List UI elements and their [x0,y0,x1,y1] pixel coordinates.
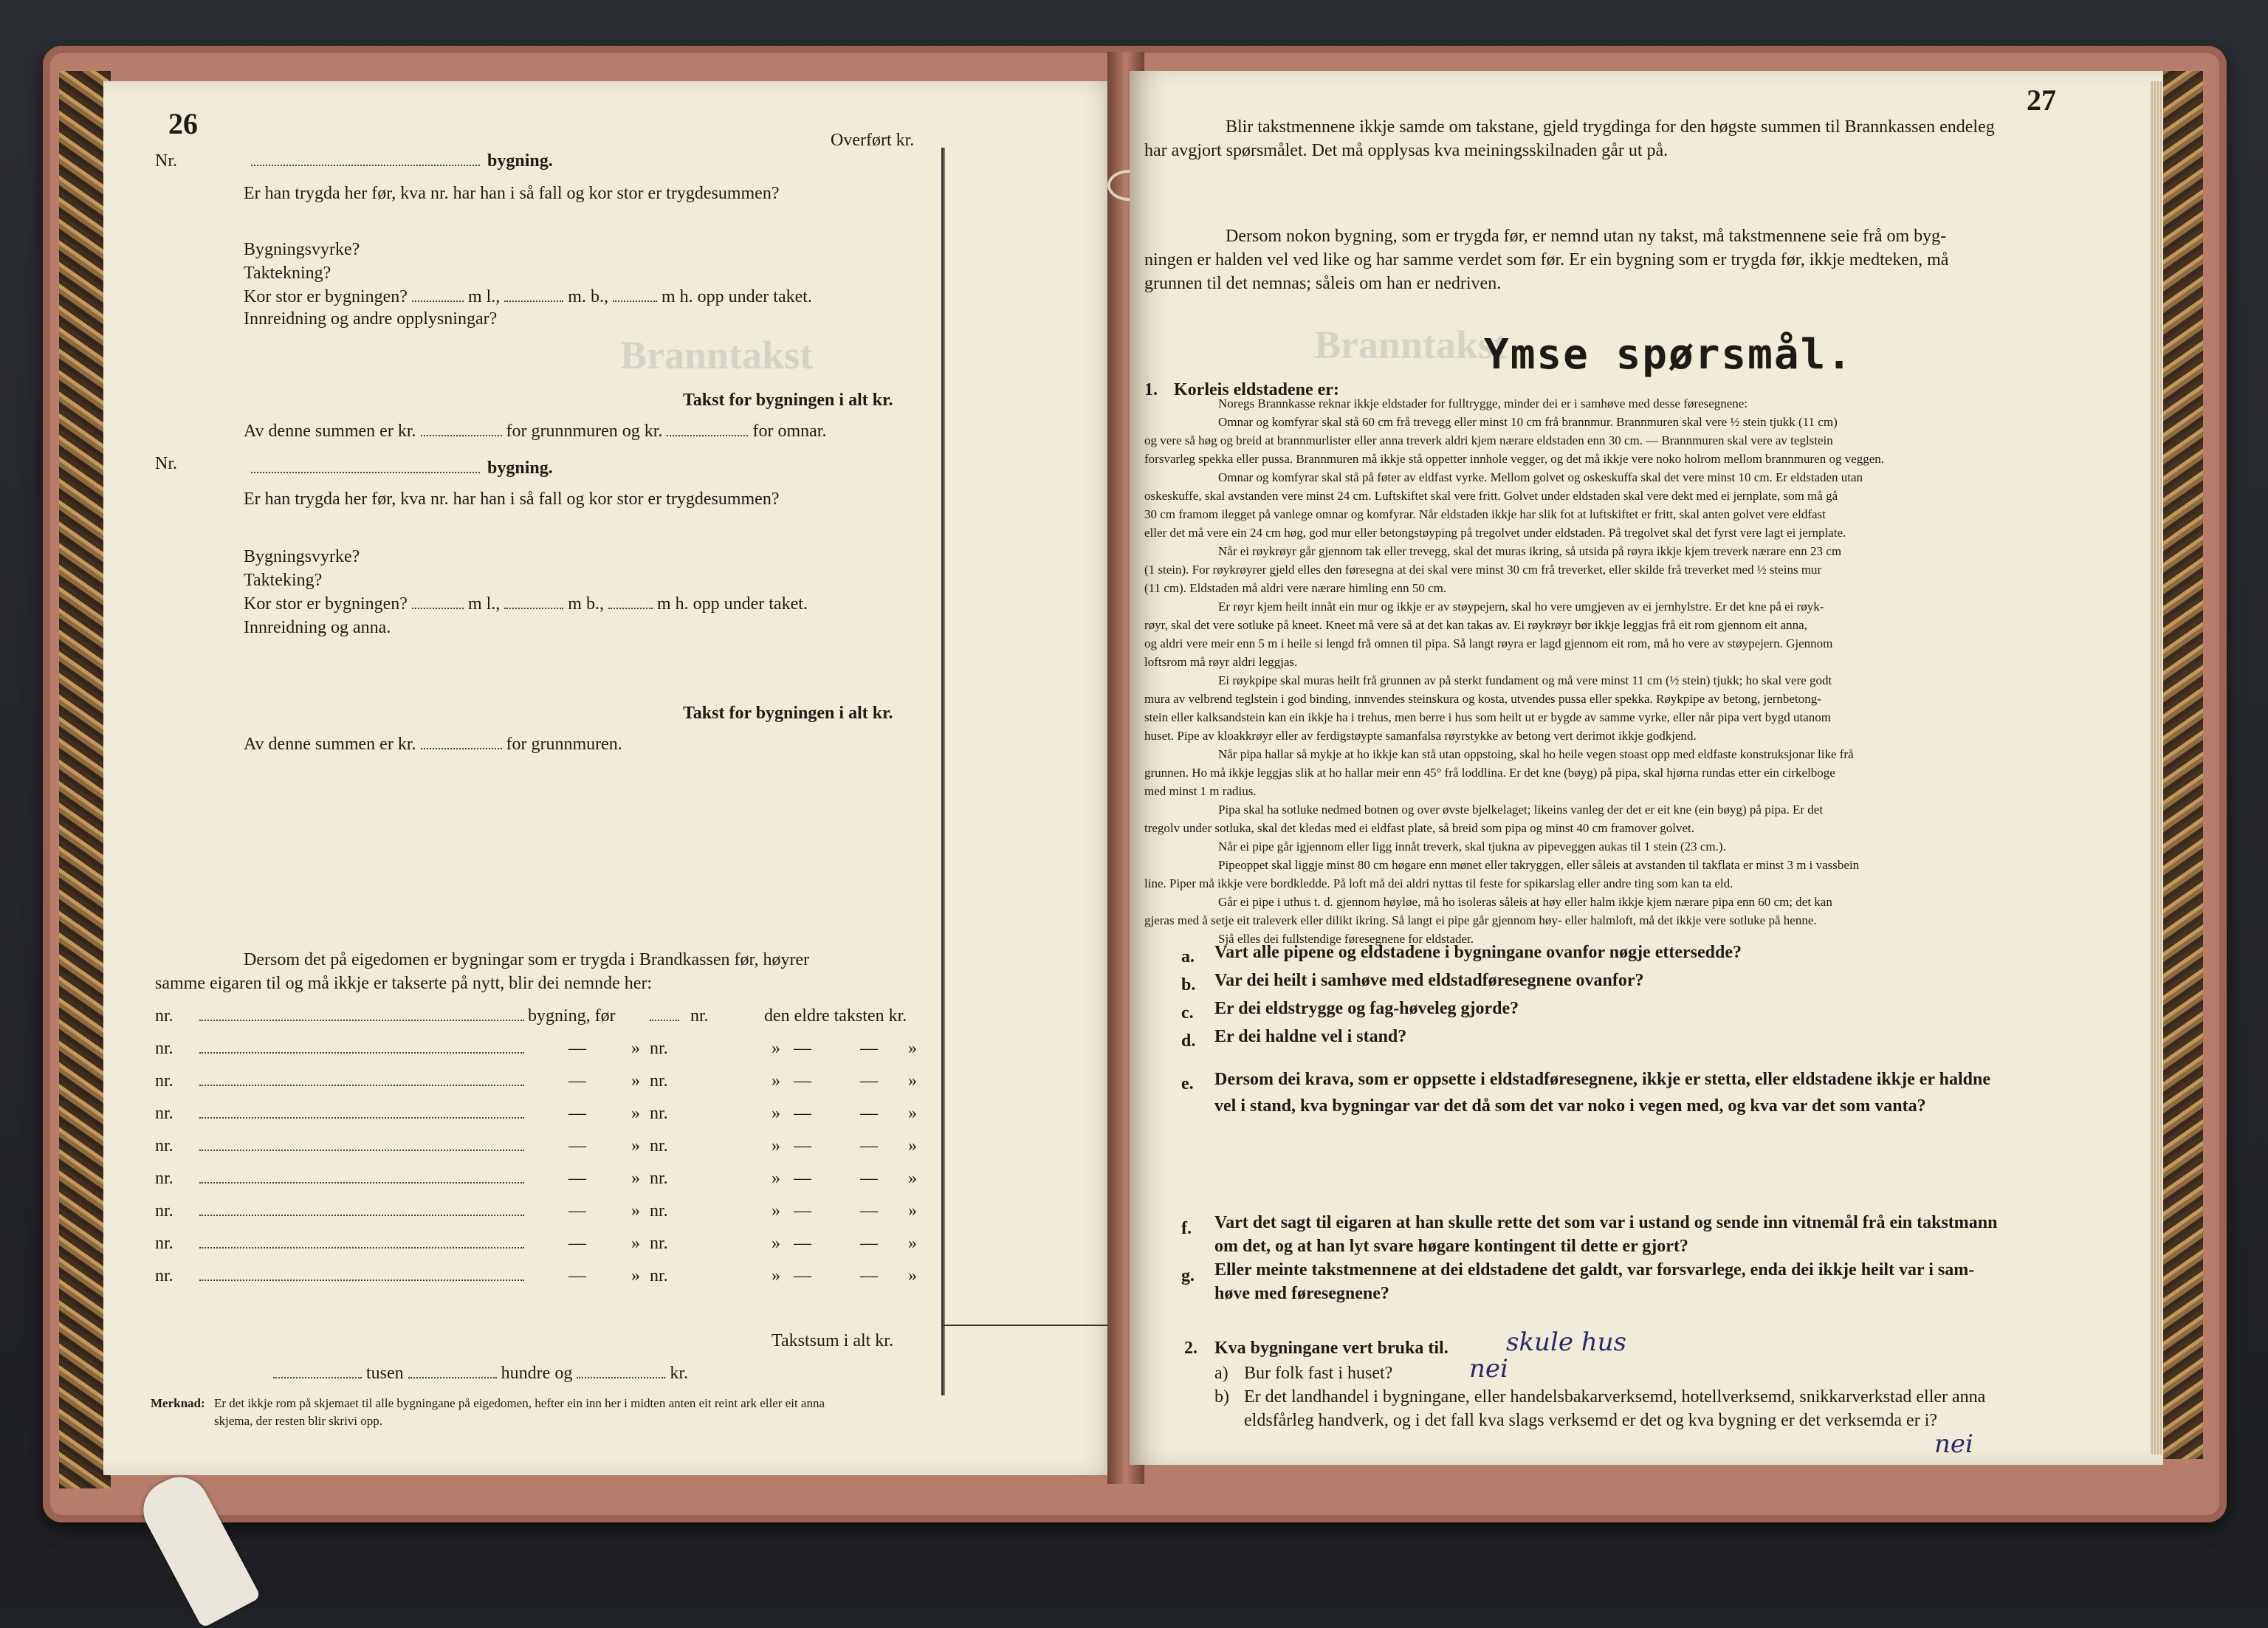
table-row-quote-3: » [908,1136,917,1155]
kor-stor-row-1 [244,286,812,307]
question-label: c. [1181,1003,1194,1023]
table-row-quote-3: » [908,1169,917,1188]
rule-line: og vere så høg og breid at brannmurlister eller anna treverk aldri kjem nærare eldstaden enn 30 cm. — Brannmuren skal vere av teglstein [1144,433,1833,447]
innreidning-label-1: Innreidning og andre opplysningar? [244,309,498,329]
height-field-2[interactable] [608,608,653,609]
rule-line: grunnen. Ho må ikkje leggjas slik at ho hallar meir enn 45° frå loddlina. Er det kne (bøyg) på pipa, skal hjørna rundas etter ein cirkelboge [1144,766,1835,780]
rule-line: huset. Pipe av kloakkrøyr eller av ferdigstøypte samanfalsa røyrstykke av betong vert derimot ikkje godkjend. [1144,729,1697,743]
table-row-dash: — [568,1234,586,1253]
table-row-quote-2: » [772,1234,780,1253]
table-row-dash-2: — [794,1201,811,1220]
table-row-quote-3: » [908,1201,917,1220]
f-text-1: Vart det sagt til eigaren at han skulle rette det som var i ustand og sende inn vitnemål frå ein takstmann [1214,1213,1998,1232]
bygningsvyrke-label-1: Bygningsvyrke? [244,240,360,259]
rule-line: og aldri vere meir enn 5 m i heile si lengd frå omnen til pipa. Så langt røyra er lagd gjennom eit rom, må ho vere av støypejern. Gjennom [1144,636,1833,650]
table-row-nr2: nr. [650,1169,668,1188]
question-label: b. [1181,975,1196,995]
table-row-quote-3: » [908,1039,917,1058]
table-row-nr: nr. [155,1201,173,1220]
av-denne-row-2: Av denne summen er kr. for grunnmuren. [244,735,622,754]
q2b-text-1: Er det landhandel i bygningane, eller handelsbakarverksemd, hotellverksemd, snikkarverkstad eller anna [1244,1387,1986,1407]
table-row-quote-2: » [772,1169,780,1188]
table-row-dash: — [568,1201,586,1220]
merknad-text-2: skjema, der resten blir skrivi opp. [214,1414,383,1428]
right-page: Branntakst 27 Blir takstmennene ikkje samde om takstane, gjeld trygdinga for den høgste summen til Brannkassen endeleg har avgjort spørsmålet. Det må opplysas kva meiningsskilnaden går ut på. Dersom nokon bygning, som er trygda før, er nemnd utan ny takst, må takstmennene seie frå om byg- ningen er halden vel ved like og har samme verdet som før. Er ein bygning som er trygda før, ikkje medteken, må grunnen til det nemnas; såleis om han er nedriven. Ymse spørsmål. 1. Korleis eldstadene er: f. Vart det sagt til eigaren at han skulle rette det som var i ustand og sende inn vitnemål frå ein takstmann om det, og at han lyt svare høgare kontingent til dette er gjort? g. Eller meinte takstmennene at dei eldstadene det galdt, var forsvarlege, enda dei ikkje heilt var i sam- høve med føresegnene? 2. Kva bygningane vert bruka til. skule hus a) Bur folk fast i huset? nei b) Er det landhandel i bygningane, eller handelsbakarverksemd, hotellverksemd, snikkarverkstad eller anna eldsfårleg handverk, og i det fall kva slags verksemd er det og kva bygning er det verksemda er i? nei Noregs Brannkasse reknar ikkje eldstader for fulltrygge, minder dei er i samhøve med desse føresegnene: Omnar og komfyrar skal stå 60 cm frå trevegg eller minst 10 cm frå brannmur. Brannmuren skal vere ½ stein tjukk (11 cm) og vere så høg og breid at brannmurlister eller anna treverk aldri kjem nærare eldstaden enn 30 cm. — Brannmuren skal vere av teglstein forsvarleg spekka eller pussa. Brannmuren må ikkje stå oppetter innhole vegger, og det må ikkje vere noko holrom mellom brannmuren og veggen. Omnar og komfyrar skal stå på føter av eldfast vyrke. Mellom golvet og oskeskuffa skal det vere minst 10 cm. Er eldstaden utan oskeskuffe, skal avstanden vere minst 24 cm. Luftskiftet skal vere fritt. Golvet under eldstaden skal vere dekt med ei jernplate, som må gå 30 cm framom ilegget på vanlege omnar og komfyrar. Når eldstaden ikkje har slik fot at luftskiftet er fritt, skal anten golvet vere eldfast eller det må vere ein 24 cm høg, god mur eller betongstøyping på tregolvet under eldstaden. På tregolvet skal det fyrst vere lagt ei jernplate. Når ei røykrøyr går gjennom tak eller trevegg, skal det muras ikring, så utsida på røyra ikkje kjem treverk nærare enn 23 cm (1 stein). For røykrøyrer gjeld elles den føresegna at dei skal vere minst 30 cm frå treverket, eller skilde frå treverket med ½ steins mur (11 cm). Eldstaden må aldri vere nærare himling enn 50 cm. Er røyr kjem heilt innåt ein mur og ikkje er av støypejern, skal ho vere umgjeven av ei jernhylstre. Er det kne på ei røyk- røyr, skal det vere sotluke på kneet. Kneet må vere så at det kan takas av. Ei røykrøyr bør ikkje leggjas frå eit rom gjennom eit anna, og aldri vere meir enn 5 m i heile si lengd frå omnen til pipa. Så langt røyra er lagd gjennom eit rom, må ho vere av støypejern. Gjennom loftsrom må røyr aldri leggjas. Ei røykpipe skal muras heilt frå grunnen av på sterkt fundament og må vere minst 11 cm (½ stein) tjukk; ho skal vere godt mura av velbrend teglstein i god binding, innvendes steinskura og kosta, utvendes pussa eller spekka. Røykpipe av betong, jernbetong- stein eller kalksandstein kan ein ikkje ha i trehus, men berre i hus som heilt ut er bygde av samme vyrke, eller når pipa vert bygd utanom huset. Pipe av kloakkrøyr eller av ferdigstøypte samanfalsa røyrstykke av betong vert derimot ikkje godkjend. Når pipa hallar så mykje at ho ikkje kan stå utan oppstoing, skal ho heile vegen stoast opp med eldfaste konstruksjonar like frå grunnen. Ho må ikkje leggjas slik at ho hallar meir enn 45° frå loddlina. Er det kne (bøyg) på pipa, skal hjørna rundas etter ein cirkelboge med minst 1 m radius. Pipa skal ha sotluke nedmed botnen og over øvste bjelkelaget; likeins vanleg der det er eit kne (ein bøyg) på pipa. Er det tregolv under sotluka, skal det kledas med ei eldfast plate, så breid som pipa og minst 40 cm framover golvet. Når ei pipe går igjennom eller ligg innåt treverk, skal tjukna av pipeveggen aukas til 1 stein (23 cm.). Pipeoppet skal liggje minst 80 cm høgare enn mønet eller takryggen, eller såleis at avstanden til takflata er minst 3 m i vassbein line. Piper må ikkje vere bordkledde. På loft må dei aldri nyttas til feste for spikarslag eller andre ting som kan ta eld. Går ei pipe i uthus t. d. gjennom høyløe, må ho isoleras såleis at høy eller halm ikkje kjem nærare pipa enn 60 cm; det kan gjeras med å setje eit traleverk eller dilikt ikring. Så langt ei pipe går gjennom høy- eller halmloft, må det ikkje vere sotluke på henne. Sjå elles dei fullstendige føresegnene for eldstader. a. Vart alle pipene og eldstadene i bygningane ovanfor nøgje ettersedde? b. Var dei heilt i samhøve med eldstadføresegnene ovanfor? c. Er dei eldstrygge og fag-høveleg gjorde? d. Er dei haldne vel i stand? e. Dersom dei krava, som er oppsette i eldstadføresegnene, ikkje er stetta, eller eldstadene ikkje er haldne vel i stand, kva bygningar var det då som det var noko i vegen med, og kva var det som vanta? [1130,71,2163,1465]
rule-line: gjeras med å setje eit traleverk eller dilikt ikring. Så langt ei pipe går gjennom høy- eller halmloft, må det ikkje vere sotluke på henne. [1144,913,1817,927]
table-row-dash: — [568,1039,586,1058]
taktekning-label-2: Takteking? [244,571,323,590]
rule-line: (1 stein). For røykrøyrer gjeld elles den føresegna at dei skal vere minst 30 cm frå treverket, eller skilde frå treverket med ½ steins mur [1144,563,1822,577]
kor-stor-row-2: Kor stor er bygningen? m l., m b., m h. opp under taket. [244,594,808,614]
table-row-dash-3: — [860,1201,878,1220]
table-row-quote: » [631,1136,640,1155]
left-page: Branntakst 26 Overført kr. Nr. bygning. Er han trygda her før, kva nr. har han i så fall og kor stor er trygdesummen? Bygningsvyrke? Taktekning? Kor stor er bygningen? m l., m. b., m h. opp under taket. Innreidning og andre opplysningar? Takst for bygningen i alt kr. Av denne summen er kr. for grunnmuren og kr. for omnar. Nr. bygning. Er han trygda her før, kva nr. har han i så fall og kor stor er trygdesummen? Bygningsvyrke? Takteking? Kor stor er bygningen? m l., m b., m h. opp under taket. Innreidning og anna. Takst for bygningen i alt kr. Av denne summen er kr. for grunnmuren. Dersom det på eigedomen er bygningar som er trygda i Brandkassen før, høyrer samme eigaren til og må ikkje er takserte på nytt, blir dei nemnde her: Takstsum i alt kr. tusen hundre og kr. Merknad: Er det ikkje rom på skjemaet til alle bygningane på eigedomen, hefter ein inn her i midten anten eit reint ark eller eit anna skjema, der resten blir skrivi opp. nr. bygning, før nr. den eldre taksten kr. nr. — » nr. » — — » nr. — » nr. » — — » nr. — » nr. » — — » nr. — » nr. » — — » nr. — » nr. » — — » nr. — » nr. » — — » nr. — » nr. » — — » nr. — » nr. » — — » [103,81,1122,1475]
breadth-field-2[interactable] [504,608,563,609]
q2b-label: b) [1214,1387,1229,1407]
rule-line: Går ei pipe i uthus t. d. gjennom høyløe, må ho isoleras såleis at høy eller halm ikkje kjem nærare pipa enn 60 cm; det kan [1218,895,1832,909]
rule-line: Når pipa hallar så mykje at ho ikkje kan stå utan oppstoing, skal ho heile vegen stoast opp med eldfaste konstruksjonar like frå [1218,747,1854,761]
handwritten-q2a-answer: nei [1469,1354,1508,1384]
table-row-dash: — [568,1266,586,1285]
table-row-nr2: nr. [650,1039,668,1058]
handwritten-q2b-answer: nei [1934,1429,1973,1459]
intro-text-2: har avgjort spørsmålet. Det må opplysas kva meiningsskilnaden går ut på. [1144,141,1669,160]
page-number-left: 26 [168,107,198,140]
table-row-dash-2: — [794,1234,811,1253]
table-row-nr: nr. [155,1104,173,1123]
ml-label: m l., [467,287,501,306]
rule-line: tregolv under sotluka, skal det kledas med ei eldfast plate, så breid som pipa og minst 40 cm framover golvet. [1144,821,1694,835]
question-text: Er dei haldne vel i stand? [1214,1027,1407,1046]
kor-stor-label: Kor stor er bygningen? [244,287,408,306]
table-row-field[interactable] [199,1265,524,1286]
rows-header-nr2: nr. [690,1006,709,1026]
g-text-1: Eller meinte takstmennene at dei eldstadene det galdt, var forsvarlege, enda dei ikkje heilt var i sam- [1214,1260,1975,1280]
rows-header-nr: nr. [155,1006,173,1026]
question-text: Vart alle pipene og eldstadene i bygningane ovanfor nøgje ettersedde? [1214,943,1742,962]
dersom-text-1: Dersom det på eigedomen er bygningar som er trygda i Brandkassen før, høyrer [244,950,810,969]
rule-line: loftsrom må røyr aldri leggjas. [1144,655,1298,669]
table-row-field[interactable] [199,1201,524,1221]
table-row-nr2: nr. [650,1234,668,1253]
heading-ymse: Ymse spørsmål. [1484,331,1854,379]
bygning-label-1: bygning. [487,151,553,171]
rule-line: Omnar og komfyrar skal stå 60 cm frå trevegg eller minst 10 cm frå brannmur. Brannmuren skal vere ½ stein tjukk (11 cm) [1218,415,1838,429]
table-row-field[interactable] [199,1038,524,1059]
table-row-dash: — [568,1071,586,1091]
table-row-dash-3: — [860,1071,878,1091]
nr-label-1: Nr. [155,151,177,171]
g-label: g. [1181,1266,1195,1285]
rule-line: Er røyr kjem heilt innåt ein mur og ikkje er av støypejern, skal ho vere umgjeven av ei jernhylstre. Er det kne på ei røyk- [1218,600,1824,614]
table-row-nr2: nr. [650,1104,668,1123]
rows-header-for-field[interactable] [650,1006,679,1026]
grunnmur-field-1[interactable] [667,435,748,436]
table-row-dash-2: — [794,1169,811,1188]
table-row-quote-2: » [772,1136,780,1155]
question-label: d. [1181,1031,1196,1051]
page-edges [2150,81,2162,1454]
rule-line: Ei røykpipe skal muras heilt frå grunnen av på sterkt fundament og må vere minst 11 cm (½ stein) tjukk; ho skal vere godt [1218,673,1832,687]
takst-line-1: Takst for bygningen i alt kr. [683,391,893,410]
page-number-right: 27 [2027,83,2056,117]
q1-title: Korleis eldstadene er: [1174,380,1339,399]
rule-line: Omnar og komfyrar skal stå på føter av eldfast vyrke. Mellom golvet og oskeskuffa skal det vere minst 10 cm. Er eldstaden utan [1218,470,1863,484]
table-row-dash: — [568,1104,586,1123]
takstsum-label: Takstsum i alt kr. [772,1331,893,1350]
table-row-nr: nr. [155,1039,173,1058]
table-row-nr: nr. [155,1169,173,1188]
q1-label: 1. [1144,380,1158,399]
mb-label: m. b., [568,287,608,306]
table-row-nr: nr. [155,1071,173,1091]
question-text: Var dei heilt i samhøve med eldstadføresegnene ovanfor? [1214,971,1644,990]
question-insured-1: Er han trygda her før, kva nr. har han i så fall og kor stor er trygdesummen? [244,184,780,203]
hundre-field[interactable] [408,1377,497,1378]
table-row-nr2: nr. [650,1136,668,1155]
table-row-nr: nr. [155,1266,173,1285]
nr-label-2: Nr. [155,454,177,473]
question-text: Er dei eldstrygge og fag-høveleg gjorde? [1214,999,1519,1018]
merknad-label: Merknad: [151,1396,205,1410]
takst-line-2: Takst for bygningen i alt kr. [683,704,893,723]
rule-line: line. Piper må ikkje vere bordkledde. På loft må dei aldri nyttas til feste for spikarslag eller andre ting som kan ta eld. [1144,876,1733,890]
rule-line: stein eller kalksandstein kan ein ikkje ha i trehus, men berre i hus som heilt ut er bygde av samme vyrke, eller når pipa vert bygd utanom [1144,710,1832,724]
dersom-right-2: ningen er halden vel ved like og har samme verdet som før. Er ein bygning som er trygda før, ikkje medteken, må [1144,250,1949,269]
rule-line: Når ei pipe går igjennom eller ligg innåt treverk, skal tjukna av pipeveggen aukas til 1 stein (23 cm.). [1218,839,1726,854]
table-row-quote-2: » [772,1266,780,1285]
table-row-quote: » [631,1266,640,1285]
table-row-dash-3: — [860,1234,878,1253]
total-rule [944,1325,1113,1326]
table-row-nr2: nr. [650,1266,668,1285]
rule-line: Når ei røykrøyr går gjennom tak eller trevegg, skal det muras ikring, så utsida på røyra ikkje kjem treverk nærare enn 23 cm [1218,544,1842,558]
rule-line: 30 cm framom ilegget på vanlege omnar og komfyrar. Når eldstaden ikkje har slik fot at luftskiftet er fritt, skal anten golvet vere eldfast [1144,507,1826,521]
amount-column-rule-2 [944,148,945,1395]
dersom-right-3: grunnen til det nemnas; såleis om han er nedriven. [1144,274,1502,293]
question-label: a. [1181,947,1195,966]
table-row-field[interactable] [199,1071,524,1091]
rule-line: forsvarleg spekka eller pussa. Brannmuren må ikkje stå oppetter innhole vegger, og det må ikkje vere noko holrom mellom brannmuren og veggen. [1144,452,1885,466]
dersom-right-1: Dersom nokon bygning, som er trygda før, er nemnd utan ny takst, må takstmennene seie frå om byg- [1226,227,1947,246]
bygning-label-2: bygning. [487,458,553,478]
nr-field-1[interactable] [251,151,480,171]
rows-header-field[interactable] [199,1006,524,1026]
question-text: Dersom dei krava, som er oppsette i eldstadføresegnene, ikkje er stetta, eller eldstadene ikkje er haldne [1214,1070,1990,1089]
overfort-label: Overført kr. [831,131,915,150]
table-row-quote: » [631,1234,640,1253]
table-row-quote: » [631,1201,640,1220]
nr-field-2[interactable] [251,458,480,478]
table-row-field[interactable] [199,1103,524,1124]
table-row-dash-3: — [860,1104,878,1123]
rule-line: Pipa skal ha sotluke nedmed botnen og over øvste bjelkelaget; likeins vanleg der det er eit kne (ein bøyg) på pipa. Er det [1218,803,1824,817]
table-row-dash: — [568,1169,586,1188]
g-text-2: høve med føresegnene? [1214,1284,1389,1303]
table-row-quote-3: » [908,1234,917,1253]
bygningsvyrke-label-2: Bygningsvyrke? [244,547,360,566]
f-label: f. [1181,1219,1192,1238]
rule-line: eller det må vere ein 24 cm høg, god mur eller betongstøyping på tregolvet under eldstaden. På tregolvet skal det fyrst vere lagt ei jernplate. [1144,526,1846,540]
table-row-quote-2: » [772,1201,780,1220]
table-row-quote: » [631,1104,640,1123]
sum-field-2[interactable] [421,748,502,749]
table-row-dash-3: — [860,1169,878,1188]
q2a-text: Bur folk fast i huset? [1244,1364,1393,1383]
length-field-2[interactable] [412,608,464,609]
table-row-dash-2: — [794,1039,811,1058]
table-row-quote-3: » [908,1104,917,1123]
rows-header-den-eldre: den eldre taksten kr. [764,1006,907,1026]
q2a-label: a) [1214,1364,1228,1383]
sum-field-1[interactable] [421,435,502,436]
length-field[interactable] [412,300,464,302]
av-denne-row-1: Av denne summen er kr. for grunnmuren og kr. for omnar. [244,422,827,441]
table-row-quote-3: » [908,1071,917,1091]
question-insured-2: Er han trygda her før, kva nr. har han i så fall og kor stor er trygdesummen? [244,490,780,509]
table-row-dash-3: — [860,1039,878,1058]
total-words-row: tusen hundre og kr. [273,1363,688,1384]
question-label: e. [1181,1074,1194,1093]
table-row-dash-2: — [794,1136,811,1155]
rule-line: med minst 1 m radius. [1144,784,1257,798]
mh-label: m h. opp under taket. [661,287,812,306]
rule-line: røyr, skal det vere sotluke på kneet. Kneet må vere så at det kan takas av. Ei røykrøyr bør ikkje leggjas frå eit rom gjennom eit anna, [1144,618,1807,632]
intro-text-1: Blir takstmennene ikkje samde om takstane, gjeld trygdinga for den høgste summen til Brannkassen endeleg [1226,117,1995,137]
table-row-dash-2: — [794,1266,811,1285]
height-field[interactable] [613,300,657,302]
table-row-dash-3: — [860,1136,878,1155]
table-row-dash-2: — [794,1104,811,1123]
breadth-field[interactable] [504,300,563,302]
table-row-quote-2: » [772,1039,780,1058]
table-row-dash-3: — [860,1266,878,1285]
rule-line: Noregs Brannkasse reknar ikkje eldstader for fulltrygge, minder dei er i samhøve med desse føresegnene: [1218,396,1748,411]
innreidning-label-2: Innreidning og anna. [244,618,391,637]
table-row-dash: — [568,1136,586,1155]
table-row-quote-3: » [908,1266,917,1285]
table-row-quote-2: » [772,1071,780,1091]
tusen-field[interactable] [273,1377,362,1378]
table-row-nr: nr. [155,1234,173,1253]
f-text-2: om det, og at han lyt svare høgare kontingent til dette er gjort? [1214,1237,1688,1256]
table-row-quote: » [631,1169,640,1188]
table-row-field[interactable] [199,1168,524,1189]
table-row-quote: » [631,1071,640,1091]
table-row-quote: » [631,1039,640,1058]
table-row-field[interactable] [199,1136,524,1156]
q2-label: 2. [1184,1339,1197,1358]
table-row-quote-2: » [772,1104,780,1123]
table-row-field[interactable] [199,1233,524,1254]
rule-line: mura av velbrend teglstein i god binding, innvendes steinskura og kosta, utvendes pussa eller spekka. Røykpipe av betong, jernbetong- [1144,692,1821,706]
q2b-text-2: eldsfårleg handverk, og i det fall kva slags verksemd er det og kva bygning er det verksemda er i? [1244,1411,1938,1430]
rule-line: Pipeoppet skal liggje minst 80 cm høgare enn mønet eller takryggen, eller såleis at avstanden til takflata er minst 3 m i vassbein [1218,858,1860,872]
rows-header-bygning-for: bygning, før [528,1006,616,1026]
table-row-nr2: nr. [650,1201,668,1220]
rule-line: Sjå elles dei fullstendige føresegnene for eldstader. [1218,932,1474,946]
question-text: vel i stand, kva bygningar var det då som det var noko i vegen med, og kva var det som vanta? [1214,1096,1926,1116]
merknad-text-1: Er det ikkje rom på skjemaet til alle bygningane på eigedomen, hefter ein inn her i midten anten eit reint ark eller eit anna [214,1396,825,1410]
q2-title: Kva bygningane vert bruka til. [1214,1339,1449,1358]
table-row-dash-2: — [794,1071,811,1091]
rule-line: oskeskuffe, skal avstanden vere minst 24 cm. Luftskiftet skal vere fritt. Golvet under eldstaden skal vere dekt med ei jernplate, som må gå [1144,489,1838,503]
table-row-nr2: nr. [650,1071,668,1091]
taktekning-label-1: Taktekning? [244,264,331,283]
handwritten-q2-answer: skule hus [1506,1328,1626,1357]
kr-field[interactable] [577,1377,665,1378]
rule-line: (11 cm). Eldstaden må aldri vere nærare himling enn 50 cm. [1144,581,1447,595]
table-row-nr: nr. [155,1136,173,1155]
dersom-text-2: samme eigaren til og må ikkje er takserte på nytt, blir dei nemnde her: [155,974,653,993]
